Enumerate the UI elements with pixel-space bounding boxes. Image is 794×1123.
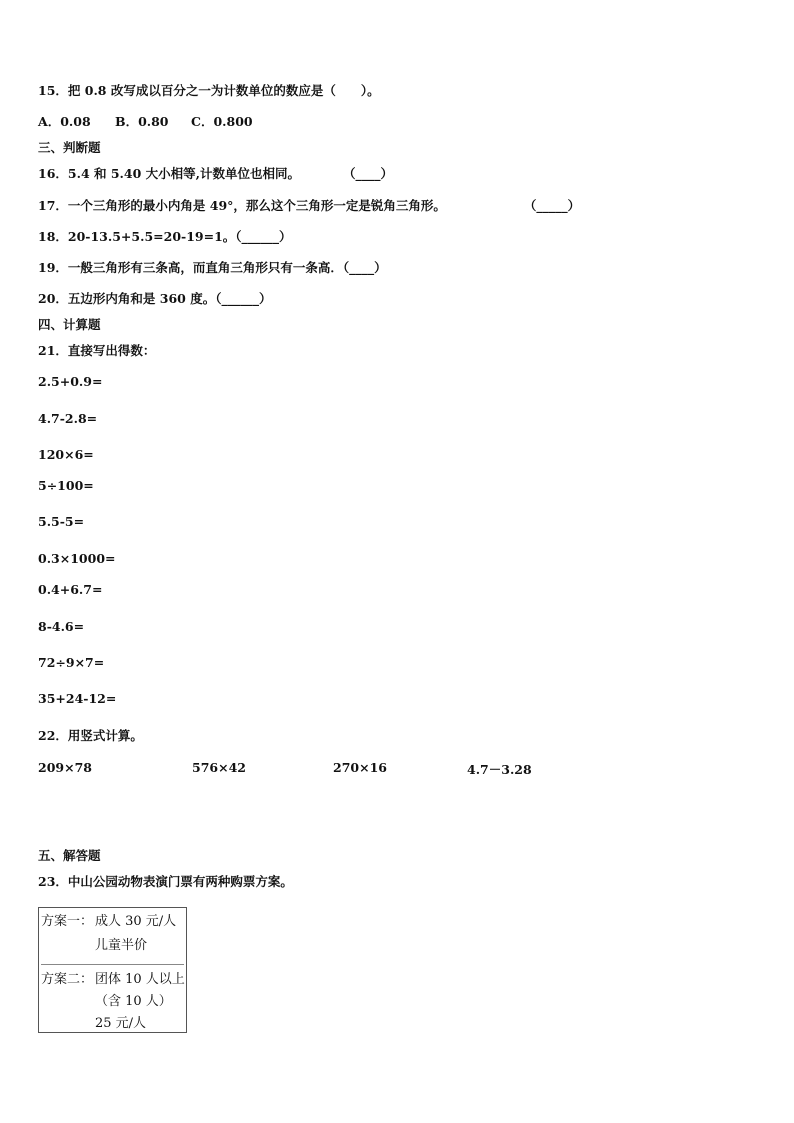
section-title-solve: 五、解答题 — [38, 848, 101, 863]
plan-2-line-1: 团体 10 人以上 — [95, 972, 185, 987]
question-15: 15．把 0.8 改写成以百分之一为计数单位的数应是（ ）。 — [38, 83, 380, 98]
question-17 — [38, 198, 580, 214]
calc-item: 2.5+0.9= — [38, 374, 103, 389]
vertical-calc-item: 4.7－3.28 — [467, 762, 532, 777]
plan-1-line-1: 成人 30 元/人 — [95, 914, 177, 929]
question-19: 19．一般三角形有三条高，而直角三角形只有一条高．（____） — [38, 260, 387, 275]
question-23-title: 23．中山公园动物表演门票有两种购票方案。 — [38, 874, 293, 889]
answer-blank[interactable]: （____） — [343, 166, 394, 181]
section-title-calculation: 四、计算题 — [38, 317, 101, 332]
option-b: B．0.80 — [115, 114, 169, 129]
option-a: A．0.08 — [38, 114, 91, 129]
question-16-text: 16．5.4 和 5.40 大小相等,计数单位也相同。 — [38, 166, 300, 181]
vertical-calc-item: 270×16 — [333, 760, 387, 775]
option-c: C．0.800 — [191, 114, 253, 129]
calc-item: 8-4.6= — [38, 619, 85, 634]
answer-blank[interactable]: （_____） — [523, 198, 581, 213]
calc-item: 4.7-2.8= — [38, 411, 98, 426]
plan-2-label: 方案二： — [41, 972, 94, 987]
plan-divider — [41, 964, 184, 965]
calc-item: 120×6= — [38, 447, 94, 462]
calc-item: 35+24-12= — [38, 691, 117, 706]
calc-item: 72÷9×7= — [38, 655, 105, 670]
question-22-title: 22．用竖式计算。 — [38, 728, 143, 743]
question-16 — [38, 166, 393, 182]
calc-item: 0.3×1000= — [38, 551, 116, 566]
calc-item: 5.5-5= — [38, 514, 85, 529]
question-18: 18．20-13.5+5.5=20-19=1。（______） — [38, 229, 292, 244]
question-21-title: 21．直接写出得数： — [38, 343, 156, 358]
question-20: 20．五边形内角和是 360 度。（______） — [38, 291, 272, 306]
calc-item: 0.4+6.7= — [38, 582, 103, 597]
ticket-plans-box — [38, 907, 187, 1033]
vertical-calc-item: 209×78 — [38, 760, 92, 775]
vertical-calc-item: 576×42 — [192, 760, 246, 775]
section-title-judgement: 三、判断题 — [38, 140, 101, 155]
plan-1-label: 方案一： — [41, 914, 94, 929]
plan-2-line-2: （含 10 人） — [95, 994, 172, 1009]
calc-item: 5÷100= — [38, 478, 94, 493]
question-15-options — [38, 114, 253, 130]
question-17-text: 17．一个三角形的最小内角是 49°，那么这个三角形一定是锐角三角形。 — [38, 198, 446, 213]
plan-1-line-2: 儿童半价 — [95, 938, 148, 953]
plan-2-line-3: 25 元/人 — [95, 1016, 147, 1031]
